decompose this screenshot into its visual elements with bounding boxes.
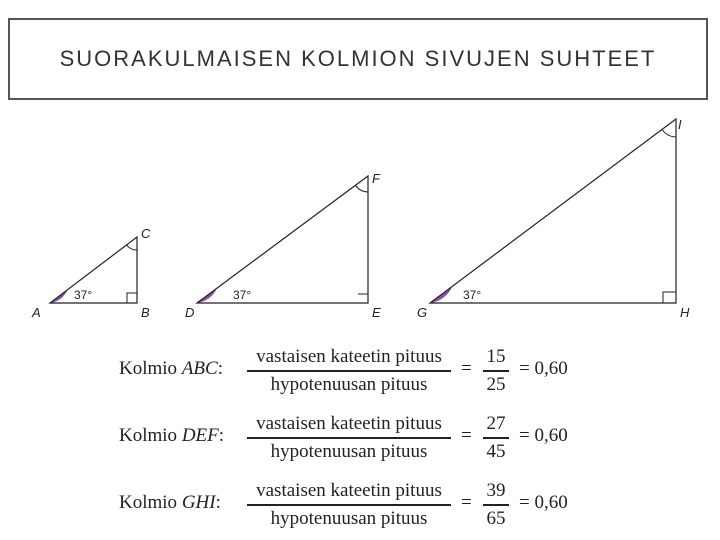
fraction-numerator: vastaisen kateetin pituus [256, 346, 442, 367]
fraction-numerator: vastaisen kateetin pituus [256, 480, 442, 501]
slide-title: SUORAKULMAISEN KOLMION SIVUJEN SUHTEET [59, 46, 657, 71]
formula-row-abc [115, 340, 585, 396]
fraction-denominator: hypotenuusan pituus [270, 373, 428, 395]
equals-sign: = [461, 425, 472, 446]
formula-label: Kolmio DEF: [119, 425, 225, 446]
triangle-ghi [417, 117, 690, 320]
title-box [8, 18, 708, 100]
triangle-ghi-outline [430, 119, 676, 303]
value-fraction [483, 413, 509, 463]
angle-arc-i [662, 130, 676, 138]
triangle-def [185, 171, 381, 320]
vertex-label-a: A [32, 305, 41, 320]
angle-label-a: 37° [74, 288, 93, 302]
value-numerator: 39 [486, 480, 506, 501]
value-denominator: 45 [486, 440, 506, 462]
vertex-label-i: I [678, 117, 682, 132]
formula-label: Kolmio ABC: [119, 358, 223, 379]
value-numerator: 27 [486, 413, 506, 434]
value-denominator: 65 [486, 507, 506, 529]
vertex-label-h: H [680, 305, 690, 320]
formula-label: Kolmio GHI: [119, 492, 221, 513]
formula-row-def [115, 407, 585, 463]
equals-sign: = [461, 358, 472, 379]
triangles-figure [22, 110, 696, 324]
vertex-label-d: D [185, 305, 195, 320]
right-angle-b [127, 293, 137, 303]
angle-arc-c [127, 245, 137, 250]
triangle-abc [31, 226, 151, 320]
formula-row-ghi [115, 474, 585, 530]
vertex-label-f: F [372, 171, 380, 186]
result-value: = 0,60 [519, 358, 568, 379]
value-fraction [483, 480, 509, 530]
fraction-denominator: hypotenuusan pituus [270, 507, 428, 529]
triangle-def-outline [197, 176, 368, 303]
value-denominator: 25 [486, 373, 506, 395]
angle-label-g: 37° [463, 288, 482, 302]
result-value: = 0,60 [519, 425, 568, 446]
triangles-svg [22, 110, 696, 324]
equals-sign: = [461, 492, 472, 513]
ratio-fraction [247, 346, 451, 396]
angle-arc-f [356, 185, 369, 192]
fraction-numerator: vastaisen kateetin pituus [256, 413, 442, 434]
vertex-label-g: G [417, 305, 428, 320]
ratio-fraction [247, 413, 451, 463]
angle-label-d: 37° [233, 288, 252, 302]
value-numerator: 15 [486, 346, 506, 367]
triangle-abc-outline [50, 237, 137, 303]
vertex-label-b: B [141, 305, 150, 320]
vertex-label-c: C [141, 226, 151, 241]
right-angle-h [663, 292, 676, 303]
vertex-label-e: E [372, 305, 381, 320]
formulas-block [115, 330, 585, 535]
result-value: = 0,60 [519, 492, 568, 513]
value-fraction [483, 346, 509, 396]
fraction-denominator: hypotenuusan pituus [270, 440, 428, 462]
ratio-fraction [247, 480, 451, 530]
